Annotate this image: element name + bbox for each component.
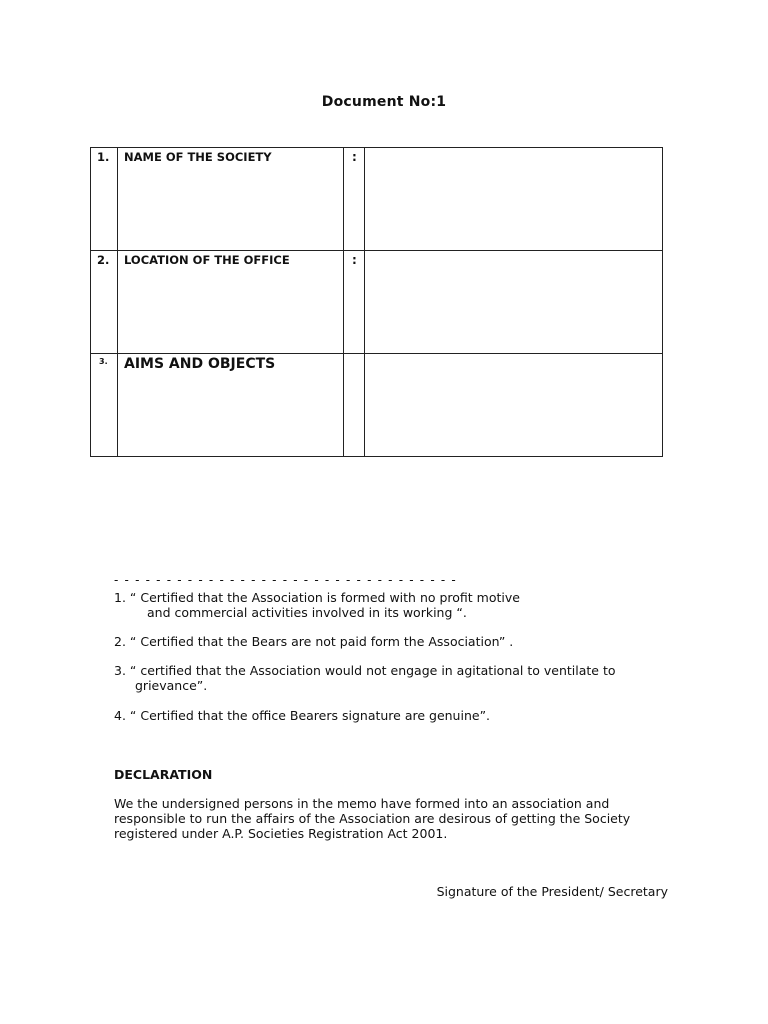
certification-text: 3. “ certified that the Association would not engage in agitational to ventilate to	[114, 663, 616, 678]
row-label-aims-objects: AIMS AND OBJECTS	[124, 356, 276, 372]
certification-text-continued: and commercial activities involved in its working “.	[147, 605, 467, 620]
row-label-cell	[118, 251, 344, 354]
certification-text: 2. “ Certified that the Bears are not paid form the Association” .	[114, 634, 514, 649]
declaration-line: We the undersigned persons in the memo have formed into an association and	[114, 796, 610, 811]
table-row-office-location	[91, 251, 663, 354]
signature-label: Signature of the President/ Secretary	[436, 884, 668, 899]
row-label-society-name: NAME OF THE SOCIETY	[124, 150, 272, 164]
certification-item-4	[114, 708, 490, 723]
certification-text: 1. “ Certified that the Association is formed with no profit motive	[114, 590, 520, 605]
row-colon-cell	[344, 354, 365, 457]
row-colon-cell	[344, 251, 365, 354]
row-label-cell	[118, 148, 344, 251]
row-number-cell	[91, 251, 118, 354]
row-colon-cell	[344, 148, 365, 251]
table-row-society-name	[91, 148, 663, 251]
row-colon: :	[352, 150, 357, 164]
certification-item-2	[114, 634, 513, 649]
row-number: 3.	[99, 357, 108, 366]
row-number: 2.	[97, 253, 110, 267]
certification-text: 4. “ Certified that the office Bearers signature are genuine”.	[114, 708, 491, 723]
row-colon	[344, 354, 364, 356]
row-colon: :	[352, 253, 357, 267]
document-title: Document No:1	[321, 94, 447, 110]
declaration-paragraph	[114, 796, 674, 841]
certification-text-continued: grievance”.	[135, 678, 208, 693]
office-location-value-field[interactable]	[365, 251, 663, 354]
separator-line: - - - - - - - - - - - - - - - - - - - - - - - - - - - - - - - - -	[114, 573, 457, 587]
row-number: 1.	[97, 150, 110, 164]
table-row-aims-objects	[91, 354, 663, 457]
declaration-line: responsible to run the affairs of the Association are desirous of getting the Society	[114, 811, 631, 826]
declaration-line: registered under A.P. Societies Registration Act 2001.	[114, 826, 448, 841]
aims-objects-value-field[interactable]	[365, 354, 663, 457]
row-number-cell	[91, 354, 118, 457]
row-label-office-location: LOCATION OF THE OFFICE	[124, 253, 290, 267]
row-label-cell	[118, 354, 344, 457]
society-details-table	[90, 147, 663, 457]
certification-item-3	[114, 663, 616, 693]
declaration-heading: DECLARATION	[114, 767, 213, 782]
society-name-value-field[interactable]	[365, 148, 663, 251]
certification-item-1	[114, 590, 520, 620]
row-number-cell	[91, 148, 118, 251]
